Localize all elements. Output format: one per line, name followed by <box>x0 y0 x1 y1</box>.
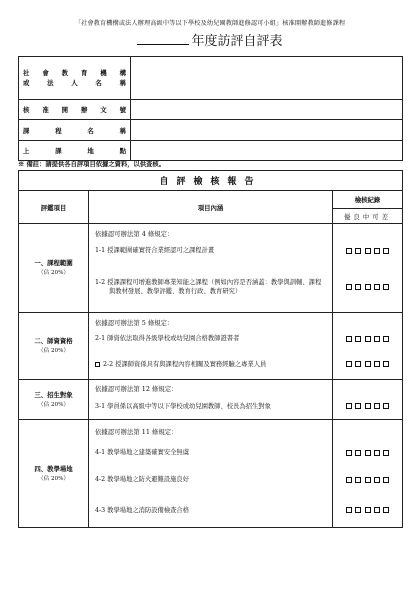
checkbox-good[interactable] <box>355 336 361 342</box>
checkbox-average[interactable] <box>365 248 371 254</box>
col-record-header: 檢核紀錄 <box>333 191 403 209</box>
item-1-2: 1-2 授課課程可增進教師專業知能之課程（例如內容是否涵蓋：教學與訓輔、課程與教材發展、教學評鑑、教育行政、教育研究） <box>89 263 333 313</box>
info-row-location <box>19 140 403 160</box>
checkbox-group-2-2[interactable] <box>333 350 403 380</box>
checkbox-icon <box>95 362 100 367</box>
checkbox-excellent[interactable] <box>346 336 352 342</box>
section-basis: 依據認可辦法第 5 條規定： <box>89 313 333 328</box>
checkbox-fair[interactable] <box>374 248 380 254</box>
checkbox-good[interactable] <box>355 361 361 367</box>
item-2-1: 2-1 師資依法取得各級學校或幼兒園合格教師證書者 <box>89 328 333 350</box>
info-row-approval-number <box>19 100 403 120</box>
section-pct: （佔 20%） <box>38 475 69 482</box>
report-title: 自評檢核報告 <box>19 171 403 191</box>
section-category <box>19 224 89 313</box>
checkbox-excellent[interactable] <box>346 361 352 367</box>
checkbox-good[interactable] <box>355 507 361 513</box>
self-eval-table <box>18 170 403 528</box>
info-label-line2: 或 法 人 名 稱 <box>23 79 126 87</box>
checkbox-poor[interactable] <box>383 284 389 290</box>
checkbox-average[interactable] <box>365 336 371 342</box>
checkbox-poor[interactable] <box>383 248 389 254</box>
checkbox-poor[interactable] <box>383 361 389 367</box>
checkbox-fair[interactable] <box>374 450 380 456</box>
checkbox-average[interactable] <box>365 403 371 409</box>
checkbox-group-2-1[interactable] <box>333 328 403 350</box>
info-label-line1: 社 會 教 育 機 構 <box>23 69 126 77</box>
section-pct: （佔 20%） <box>38 270 69 276</box>
checkbox-good[interactable] <box>355 450 361 456</box>
info-value-course-name[interactable] <box>131 120 403 140</box>
checkbox-poor[interactable] <box>383 336 389 342</box>
info-label-organization <box>19 57 131 100</box>
page-title <box>0 30 420 49</box>
checkbox-average[interactable] <box>365 284 371 290</box>
item-4-3: 4-3 教學場地之消防設備檢查合格 <box>89 494 333 528</box>
section-category <box>19 380 89 420</box>
checkbox-group-3-1[interactable] <box>333 394 403 420</box>
info-value-location[interactable] <box>131 140 403 160</box>
page-title-text: 年度訪評自評表 <box>191 34 283 49</box>
checkbox-fair[interactable] <box>374 507 380 513</box>
checkbox-poor[interactable] <box>383 450 389 456</box>
checkbox-group-4-3[interactable] <box>333 494 403 528</box>
section-pct: （佔 20%） <box>38 401 69 408</box>
checkbox-excellent[interactable] <box>346 450 352 456</box>
checkbox-average[interactable] <box>365 477 371 483</box>
checkbox-average[interactable] <box>365 361 371 367</box>
info-table <box>18 56 403 161</box>
checkbox-good[interactable] <box>355 284 361 290</box>
checkbox-excellent[interactable] <box>346 403 352 409</box>
col-content-header: 項目內涵 <box>89 191 333 224</box>
item-2-2: 2-2 授課師資係具有與課程內容相關及實務經驗之專業人員 <box>89 350 333 380</box>
grades-header: 優良中可差 <box>333 209 403 224</box>
checkbox-good[interactable] <box>355 477 361 483</box>
year-blank[interactable] <box>137 34 189 45</box>
info-row-course-name <box>19 120 403 140</box>
section-category <box>19 420 89 528</box>
section-name: 三、招生對象 <box>34 390 73 399</box>
checkbox-excellent[interactable] <box>346 248 352 254</box>
section-pct: （佔 20%） <box>38 348 69 354</box>
item-4-2: 4-2 教學場地之防火避難設施良好 <box>89 466 333 494</box>
checkbox-poor[interactable] <box>383 403 389 409</box>
section-name: 一、課程範圍 <box>34 259 73 267</box>
checkbox-poor[interactable] <box>383 507 389 513</box>
checkbox-fair[interactable] <box>374 284 380 290</box>
checkbox-excellent[interactable] <box>346 284 352 290</box>
checkbox-poor[interactable] <box>383 477 389 483</box>
section-name: 四、教學場地 <box>34 464 73 473</box>
item-3-1: 3-1 學員係以高級中等以下學校或幼兒園教師、校長為招生對象 <box>89 394 333 420</box>
checkbox-average[interactable] <box>365 507 371 513</box>
note-text: ※ 備註：請提供各自評項目依據之資料，以供查核。 <box>18 161 166 168</box>
info-value-organization[interactable] <box>131 57 403 100</box>
checkbox-fair[interactable] <box>374 477 380 483</box>
checkbox-fair[interactable] <box>374 336 380 342</box>
col-category-header: 評鑑項目 <box>19 191 89 224</box>
checkbox-excellent[interactable] <box>346 477 352 483</box>
checkbox-fair[interactable] <box>374 361 380 367</box>
checkbox-group-4-1[interactable] <box>333 440 403 466</box>
checkbox-fair[interactable] <box>374 403 380 409</box>
info-row-organization <box>19 57 403 100</box>
item-1-1: 1-1 授課範圍確實符合業經認可之課程計畫 <box>89 239 333 263</box>
info-label-approval-number: 核 准 開 辦 文 號 <box>19 100 131 120</box>
item-4-1: 4-1 教學場地之建築確實安全無虞 <box>89 440 333 466</box>
info-label-location: 上 課 地 點 <box>19 140 131 160</box>
checkbox-average[interactable] <box>365 450 371 456</box>
checkbox-good[interactable] <box>355 248 361 254</box>
section-basis: 依據認可辦法第 11 條規定： <box>89 420 333 440</box>
section-name: 二、師資資格 <box>34 337 73 345</box>
info-label-course-name: 課 程 名 稱 <box>19 120 131 140</box>
checkbox-good[interactable] <box>355 403 361 409</box>
checkbox-group-1-1[interactable] <box>333 239 403 263</box>
checkbox-group-1-2[interactable] <box>333 263 403 313</box>
info-value-approval-number[interactable] <box>131 100 403 120</box>
section-basis: 依據認可辦法第 4 條規定： <box>89 224 333 239</box>
section-basis: 依據認可辦法第 12 條規定： <box>89 380 333 394</box>
section-category <box>19 313 89 380</box>
header-subtitle: 「社會教育機構或法人辦理高級中等以下學校及幼兒園教師進修認可小組」核准開辦教師進修課程 <box>74 20 346 27</box>
checkbox-group-4-2[interactable] <box>333 466 403 494</box>
checkbox-excellent[interactable] <box>346 507 352 513</box>
